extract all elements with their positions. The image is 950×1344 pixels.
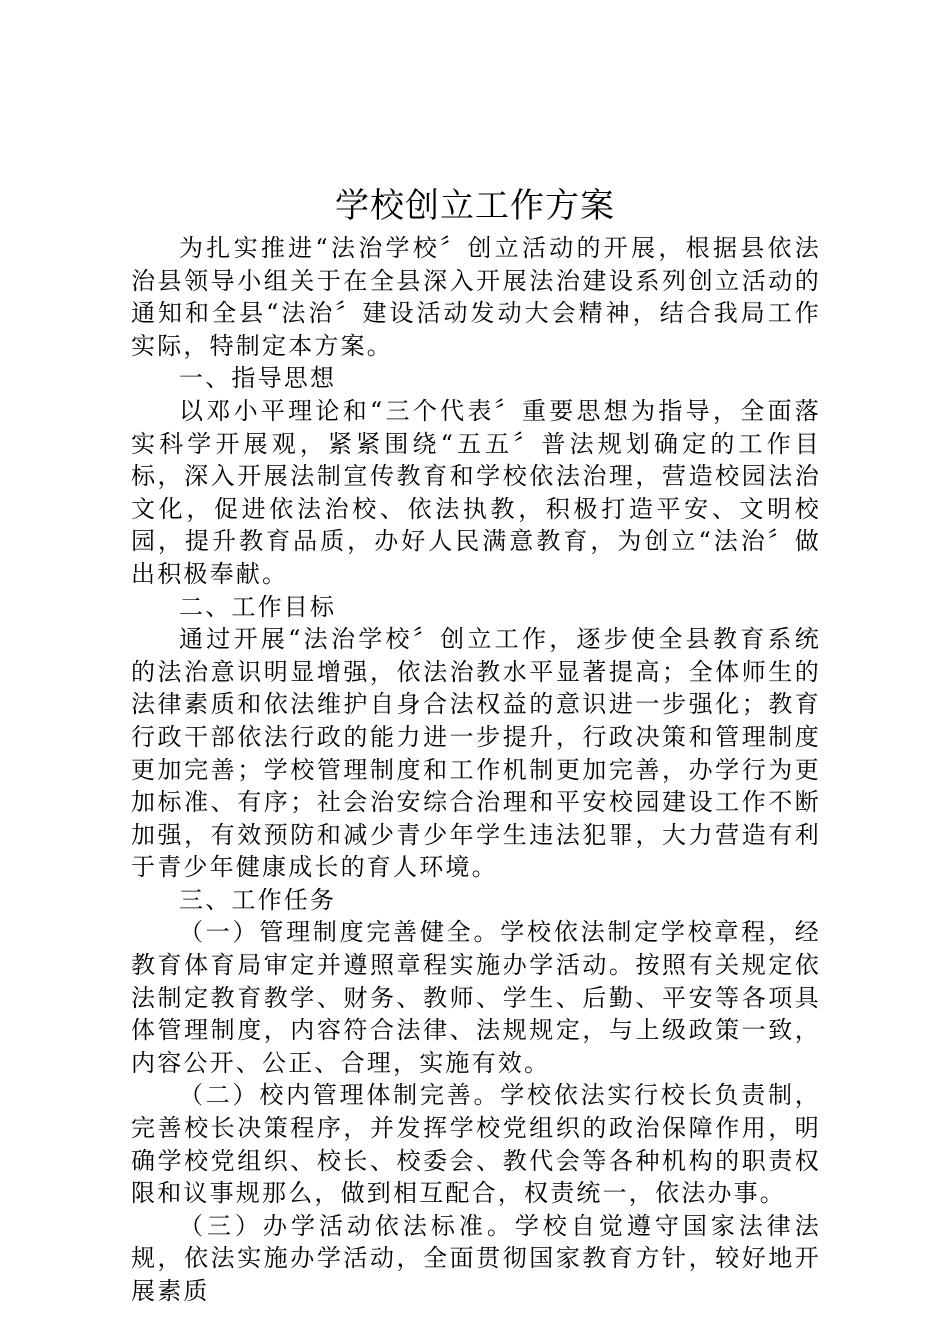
work-goals-paragraph: 通过开展“法治学校〞创立工作，逐步使全县教育系统的法治意识明显增强，依法治教水平显著提高；全体师生的法律素质和依法维护自身合法权益的意识进一步强化；教育行政干部依法行政的能力进一步提升，行政决策和管理制度更加完善；学校管理制度和工作机制更加完善，办学行为更加标准、有序；社会治安综合治理和平安校园建设工作不断加强，有效预防和减少青少年学生违法犯罪，大力营造有利于青少年健康成长的育人环境。 [131,625,821,882]
task-1-paragraph: （一）管理制度完善健全。学校依法制定学校章程，经教育体育局审定并遵照章程实施办学活动。按照有关规定依法制定教育教学、财务、教师、学生、后勤、平安等各项具体管理制度，内容符合法律、法规规定，与上级政策一致，内容公开、公正、合理，实施有效。 [131,918,821,1077]
document-body [131,232,821,1308]
document-title: 学校创立工作方案 [335,186,615,226]
guiding-ideology-paragraph: 以邓小平理论和“三个代表〞重要思想为指导，全面落实科学开展观，紧紧围绕“五五〞普法规划确定的工作目标，深入开展法制宣传教育和学校依法治理，营造校园法治文化，促进依法治校、依法执教，积极打造平安、文明校园，提升教育品质，办好人民满意教育，为创立“法治〞做出积极奉献。 [131,396,821,588]
section-heading-work-goals: 二、工作目标 [179,592,337,621]
intro-paragraph: 为扎实推进“法治学校〞创立活动的开展，根据县依法治县领导小组关于在全县深入开展法治建设系列创立活动的通知和全县“法治〞建设活动发动大会精神，结合我局工作实际，特制定本方案。 [131,234,821,360]
section-heading-guiding-ideology: 一、指导思想 [179,364,337,393]
task-2-paragraph: （二）校内管理体制完善。学校依法实行校长负责制，完善校长决策程序，并发挥学校党组织的政治保障作用，明确学校党组织、校长、校委会、教代会等各种机构的职责权限和议事规那么，做到相互配合，权责统一，依法办事。 [131,1081,821,1208]
section-heading-work-tasks: 三、工作任务 [179,885,337,914]
task-3-paragraph: （三）办学活动依法标准。学校自觉遵守国家法律法规，依法实施办学活动，全面贯彻国家教育方针，较好地开展素质 [131,1211,821,1305]
